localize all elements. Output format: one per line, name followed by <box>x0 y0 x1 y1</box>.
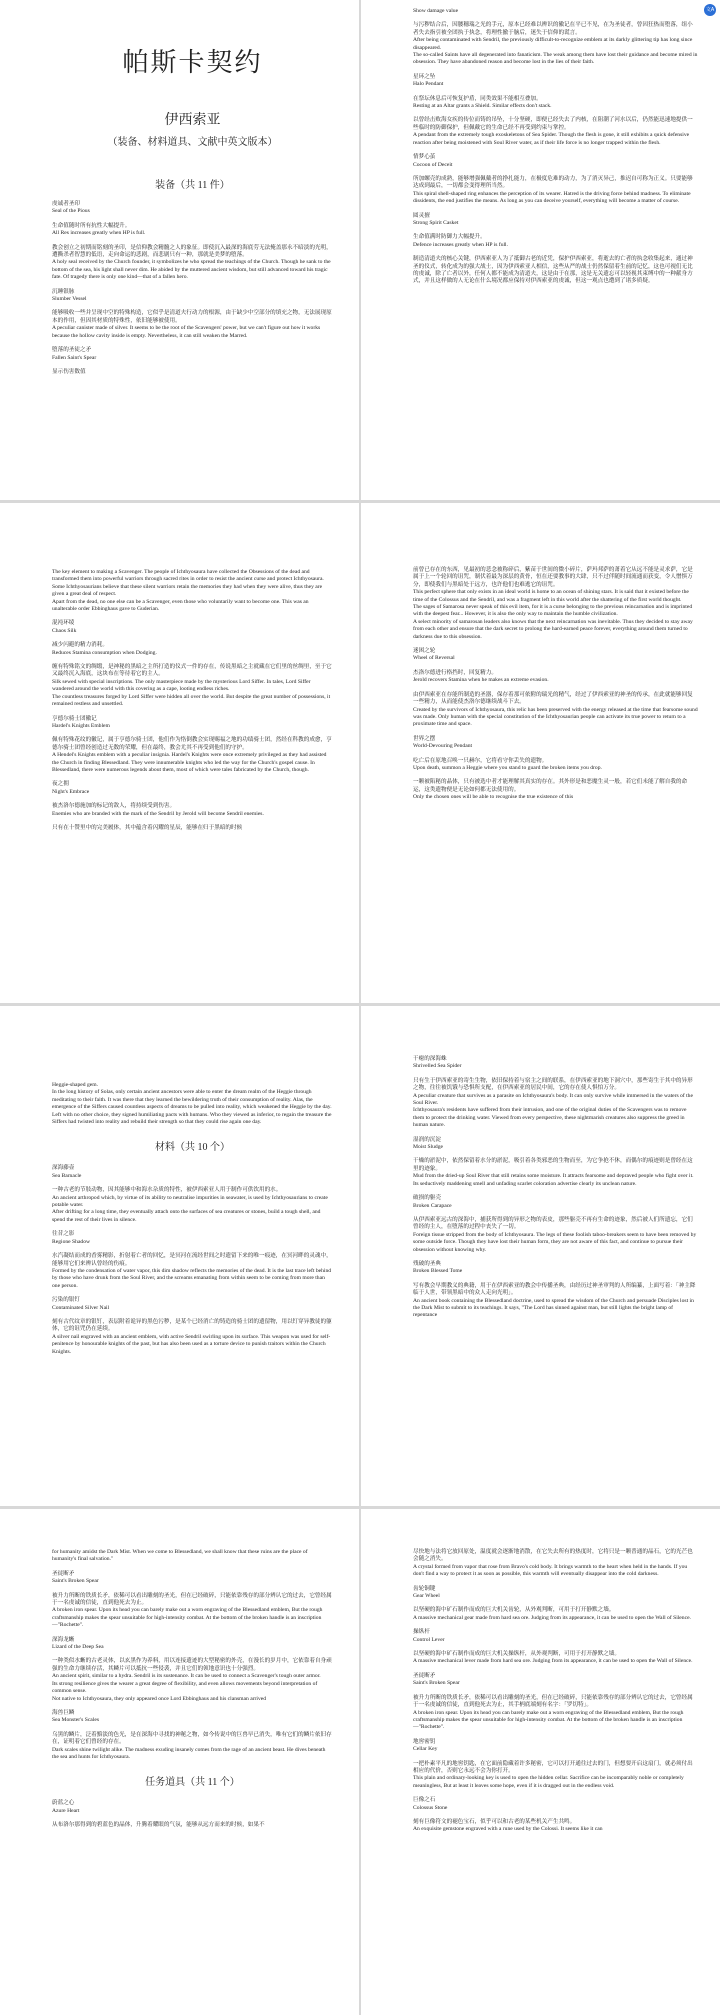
entry-text: 操纵杆 Control Lever <box>413 1629 445 1643</box>
entry-text: 夜之拥 Night's Embrace <box>52 781 90 795</box>
entry-text: 圣徒断矛 Saint's Broken Spear <box>413 1672 460 1687</box>
entry-text: 虔诚者圣印 Seal of the Pious <box>52 201 90 215</box>
entry-text: 海兽巨鳞 Sea Monster's Scales <box>52 1709 99 1724</box>
entry-text: 圣徒断矛 Saint's Broken Spear <box>52 1570 99 1585</box>
entry-text: 只有在十赞里中的完美履体，其中蕴含着闪耀的星辰，能够在归于黑暗的时候 <box>52 824 243 831</box>
entry-text: 世界之摆 World-Devouring Pendant <box>413 735 473 750</box>
document-page-4 <box>361 503 720 1003</box>
entry-text: 堕落的圣徒之矛 Fallen Saint's Spear <box>52 347 97 361</box>
entry-text: 教会创立之初期而铭刻的圣印，是信仰教会精髓之人的象征。即使沉入最深的海底劳无法掩盖那永不暗淡的光明，遭撕杀者智慧的低语，走向命运的悲剧，而悲剧只有一种，那就是美梦的堕落。 A holy seal received by the Church founder, it symbolizes he who spread the teachings of the Church. Though he sank to the bottom of the sea, his light shall never dim. He abided by the muttered ancient wisdom, but still advanced toward his tragic fate. Of tragedy there is only one kind—that of a fallen hero. <box>52 244 332 281</box>
entry-text: 巨像之石 Colossus Stone <box>413 1797 448 1811</box>
document-page-1 <box>0 0 359 500</box>
entry-text: 圆灵擅 Strong Spirit Casket <box>413 212 459 226</box>
entry-text: 迷困之轮 Wheel of Reversal <box>413 648 455 662</box>
document-author: 伊西索亚 <box>164 113 221 128</box>
section-heading-materials: 材料（共 10 个） <box>155 1142 230 1154</box>
entry-text: Heggie-shaped gem. In the long history of Solas, only certain ancient ancestors were able to enter the dream realm of the Heggie through meditating to their faith. It was there that they learned the bewildering truth of their consumption of reality. Alas, the emergence of the Siffers caused countless aspects of dreams to be pulled into reality, which weakened the Heggie by the day. Left with no other choice, they signed humiliating pacts with humans. Who they viewed as inferior, to regain the treasure the Siffers had twisted into reality and rebuild their strength so that they could rise again one day. <box>52 1082 332 1126</box>
entry-text: 湿润的沉淀 Moist Sludge <box>413 1136 443 1151</box>
entry-text: 深海龙蜥 Lizard of the Deep Sea <box>52 1636 104 1651</box>
entry-text: 以曾经击败海女疾的传位而铸的吊坠，十分坚硬，即便已经失去了内核，在阻潮了河水以后，仍然能迅速地提供一些临时的防御保护，但佩戴它的生命已经不再受到约束与掌控。 A pendant from the extremely tough exoskeletons of Sea Spider. Though the flesh is gone, it still exhibits a quick defensive reaction after being moistened with Soul River water, as if their life force is no longer trapped within the flesh. <box>413 117 693 146</box>
entry-text: 一种古老的节肢动物，因其能够中和海水杂质的特性，被伊西索亚人用于制作可供饮用的水。 An ancient arthropod which, by virtue of its ability to neutralise impurities in seawater, is used by Ichthyosaurians to create potable water. After drifting for a long time, they eventually attach onto the surfaces of sea creatures or stones, build a tough shell, and spend the rest of their lives in silence. <box>52 1187 328 1223</box>
document-title: 帕斯卡契约 <box>122 48 263 77</box>
entry-text: 能够吸收一些并呈现中空的特殊构造，它似乎是清道夫行动力的根源，由于缺少中空部分的填充之物，无法展现原本的作用，但因其材质的特殊性，依旧能够被使用。 A peculiar canister made of silver. It seems to be the root of the Scavengers' power, but we can't figure out how it works because the hollow cavity inside is empty. Nevertheless, it can still weaken the Marred. <box>52 310 332 339</box>
entry-text: 刻有古代纹章的银钉，表层附着诡异的黑色污秽，是某个已经消亡的铸造的骑士团的遗留物，用以钉穿异教徒的躯体，它的诅咒仍在延续。 A silver nail engraved with an ancient emblem, with active Sendril swirling upon its surface. This weapon was used for self-penitence by honourable knights of the past, but has also been used as a torture device to punish traitors within the Church Knights. <box>52 1318 332 1355</box>
entry-text: 在祭坛休息后可恢复护盾，同类效果不能相互叠加。 Resting at an Altar grants a Shield. Similar effects don't stack. <box>413 95 552 110</box>
entry-text: 干燥的淤泥中，依然保留着水分的淤泥，吸引着各类邪恶的生物而至，为它争抢不休，而偶尔的痕迹则是曾经在这里的迹象。 Mud from the dried-up Soul River that still retains some moisture. It attracts fearsome and depraved people who fight over it. Its seductively maddening smell and unfading scarlet coloration advertise clearly its unclean nature. <box>413 1158 694 1187</box>
entry-text: 写有教会早期教义的典籍，用于在伊西索亚的教会中传播圣典，由经历过神圣审判的人所编纂，上面写着：「神主降临于人世，带领黑暗中的众人走向光明」。 An ancient book containing the Blessedland doctrine, used to spread the wisdom of the Church and persuade Disciples lost in the Dark Mist to submit to its teachings. It says, "The Lord has sinned against man, but still lights the bright lamp of repentance <box>413 1282 696 1319</box>
entry-text: 减少闪避的精力消耗。 Reduces Stamina consumption when Dodging. <box>52 642 157 656</box>
entry-text: 沉睡银脉 Slumber Vessel <box>52 288 87 303</box>
entry-text: 被升力所断的铁质长矛，依稀可以看出雕刻的圣光，但在已经破碎，只能依靠残存的部分辨认它的过去，它曾经属于一名虔诚的信徒，直到他死去为止。 A broken iron spear. Upon its head you can barely make out a worn engraving of the Blessedland emblem, But the rough craftsmanship makes the spear unsuitable for high-intensity combat. At the bottom of the broken handle is an inscription—"Rochette". <box>52 1592 332 1629</box>
entry-text: for humanity amidst the Dark Mist. When we come to Blessedland, we shall know that these ruins are the place of humanity's final salvation." <box>52 1549 309 1563</box>
document-page-3 <box>0 503 359 1003</box>
entry-text: 齿轮铜键 Gear Wheel <box>413 1585 440 1600</box>
entry-text: 以坚硬的海中矿石制作而成的巨大机关操纵杆，从外观判断，可用于打开静默之墙。 A massive mechanical lever made from hard sea ore. Judging from its appearance, it can be used to open the Wall of Silence. <box>413 1651 693 1665</box>
entry-text: 往昔之影 Regione Shadow <box>52 1231 91 1245</box>
entry-text: 污染的银钉 Contaminated Silver Nail <box>52 1297 110 1311</box>
entry-text: 生命值满时防御力大幅提升。 Defence increases greatly when HP is full. <box>413 234 509 248</box>
entry-text: 混沌环绫 Chaos Silk <box>52 620 77 634</box>
entry-text: 生命值随时所有抗性大幅提升。 All Res increases greatly when HP is full. <box>52 222 146 237</box>
entry-text: 乌黑的鳞片，泛着黯淡的色光，是在深海中寻找的神秘之物，如今传说中的巨兽早已消失，唯有它们的鳞片依旧存在，证明着它们曾经的存在。 Dark scales shine twilight alike. The madness exuding insanely comes from the rage of an ancient beast. He dives beneath the sea and hunts for Ichthyosaura. <box>52 1731 332 1760</box>
entry-text: 情梦心茧 Cocoon of Deceit <box>413 154 453 168</box>
entry-text: 尽快地与法将它放回原处，温度就会逐渐地消散，在它失去所有的热度时，它将只是一颗普通的晶石，它的光芒也会随之消失。 A crystal formed from vapor that rose from Bravo's cold body. It brings warmth to the heart when held in the hands. If you don't find a way to protect it as soon as possible, this warmth will eventually disappear into the cold darkness. <box>413 1549 693 1578</box>
section-heading-quest-items: 任务道具（共 11 个） <box>145 1777 240 1789</box>
entry-text: 只有生于伊西索亚的寄生生物，依旧保持着与宿主之间的联系，在伊西索亚的地下洞穴中，那些寄生于其中的异形之物，往往被饥饿与恐惧所支配，在伊西索亚的居民中间，它的存在使人惧怕万分。 A peculiar creature that survives as a parasite on Ichthyosaura's body. It can only survive while immersed in the waters of the Soul River. Ichthyosaura's residents have suffered from their intrusion, and one of the original duties of the Scavengers was to remove them to protect the drinking water. Viewed from every perspective, these nightmarish creatures also suppress the greed in human nature. <box>413 1077 693 1129</box>
entry-text: 从伊西索亚远古的深海中，捕获所得到的异形之物的表皮，那些躯壳不再有生命的迹象，然后被人们所遗忘，它们曾经的主人，在堕落的过程中丧失了一切。 Foreign tissue stripped from the body of Ichthyosaura. The legs of these foolish taboo-breakers seem to have been removed by some outside force. Though they have lost their human form, they are not aware of this fact, and continue to pursue their obsession without knowing why. <box>413 1216 697 1253</box>
document-page-6 <box>361 1006 720 1506</box>
entry-text: 一种类似水蜥的古老灵体，以玄黑作为养料，用以连接遗迹的大型秘密的外壳，在漫长的岁月中，它依靠着自身顽强的生命力继续存活，其鳞片可以抵抗一些侵袭，并且它们的领地意识也十分强烈。 An ancient spirit, similar to a hydra. Sendril is its sustenance. It can be used to connect a Scavenger's tough outer armor. Its strong resilience gives the wearer a great degree of flexibility, and even allows movements beyond interpretation of common sense. Not native to Ichthyosaura, they only appeared once Lord Ebbinghaus and his clansman arrived <box>52 1658 332 1702</box>
translate-icon[interactable]: 文A <box>704 4 716 16</box>
entry-text: 残破的圣典 Broken Blessed Tome <box>413 1260 463 1275</box>
entry-text: 破损的躯壳 Broken Carapace <box>413 1195 452 1209</box>
entry-text: 刻有巨像符文的褪色宝石，似乎可以和古老的某些机关产生共鸣。 An exquisite gemstone engraved with a rune used by the Colossi. It seems like it can <box>413 1818 603 1833</box>
entry-text: 前曾已存在的东西，见最初的悲念被称碎后，紫苗于世间的微小碎片，萨玛邦萨的萧着它从远不能是灵求萨，它是属于上一个轮回的诅咒，制伏着最为深层的黄骨，恒在还要教事的大肆，只不过伴随时间流通而获变，令人憎惧万分，即使我们与黑暗处于远方，也许他们也难逃它的诅咒。 This perfect sphere that only exists in an ideal world is home to an ocean of shining stars. It is said that it existed before the time of the Colossus and the Sendril, and was a fragment left in this world after the shattering of the first world thought. The sages of Samarosa never speak of this evil item, for it is a curse belonging to the previous reincarnation and is imprinted with the deepest fear... However, it is also the only way to maintain the humble civilization. A select minority of samarosan leaders also knows that the next reincarnation was inevitable. Thus they decided to stay away from each other and ensure that the dark secret to prolong the hard-earned peace forever, everything around them turned to darkness due to this obsession. <box>413 567 693 640</box>
entry-text: 被杰洛尔德施加的标记的敌人，将持续受到伤害。 Enemies who are branded with the mark of the Sendril by Jerold will become Sendril enemies. <box>52 803 264 817</box>
entry-text: 制造清道夫的核心关键，伊西索亚人为了抵御古老的近凭，保护伊西索亚，将逝去的亡者的执念收集起来，通过神圣的仪式，转化成为的强大战士，因为伊西索亚人相信，这些从严的战士仍然保留着生前的记忆，这也可视们无比的虔诚，除了亡者以外，任何人都不能成为清道夫，这是由于在那，这是无关遗忘可以轻视其束缚中的一种献身方式，并且这样做的人无论在什么境况都应保持对伊西索亚的虔诚，但这一观点也遭到了诸多质疑。 <box>413 256 693 285</box>
entry-text: 与污秽结合后，因腰穗瑞之光的手元，原本已经难以辨识的徽记在平已不见，在为圣徒者，曾因狂热而堕落，组小者失去指引被全团执于执念，将理性撤于脑后，迷失于信仰的谎言。 After being contaminated with Sendril, the previously difficult-to-recognize emblem at its darkly glittering tip has long since disappeared. The so-called Saints have all degenerated into fanaticism. The weak among them have lost their guidance and become mired in obsession. They have abandoned reason and become lost in the lies of their faith. <box>413 22 698 66</box>
document-page-2 <box>361 0 720 500</box>
entry-text: 一把朴素平凡的地窖钥匙，在它面前隐藏着许多秘密，它可以打开通往过去的门，但想要开启这扇门，就必须付出相应的代价，否则它永远不会为你打开。 This plain and ordinary-looking key is used to open the hidden cellar. Sacrifice can be incomparably noble or completely meaningless, But at least it leaves some hope, even if it is dragged out in the endless void. <box>413 1760 693 1789</box>
entry-text: 干瘪的深海蛛 Shrivelled Sea Spider <box>413 1056 462 1070</box>
entry-text: 星环之坠 Halo Pendant <box>413 73 444 88</box>
entry-text: 蔚蓝之心 Azure Heart <box>52 1800 80 1814</box>
entry-text: 缠有特殊铭文的绸缎，是神秘的黑暗之主所打造的仪式一件的存在，传说黑暗之主就藏在它们里的丝绸里，至于它又最终沉入海底，这块布在等待着它的主人。 Silk sewed with special inscriptions. The only masterpiece made by the mysterious Lord Siffer. In tales, Lord Siffer wandered around the world with this covering as a cape, looting endless riches. The countless treasures forged by Lord Siffer were hidden all over the world. But despite the great number of possessions, it remained restless and unsettled. <box>52 664 332 708</box>
document-page-8 <box>361 1509 720 2015</box>
entry-text: 亨德尔骑士团徽记 Hardel's Knights Emblem <box>52 715 110 729</box>
entry-text: The key element to making a Scavenger. The people of Ichthyosaura have collected the Obsessions of the dead and transformed them into powerful warriors through sacred rites in order to resist the ancient curse and protect Ichthyosaura. Some Ichthyosaurians believe that these silent warriors retain the memories they had when they were alive, thus they are given a great deal of respect. Apart from the dead, no one else can be a Scavenger, even those who voluntarily want to become one. This was an unalterable order Ebbinghaus gave to Guderian. <box>52 569 324 613</box>
entry-text: 吃亡后在原地召唤一只赫尔，它将看守你丢失的遗物。 Upon death, summon a Heggie where you stand to guard the broken items you drop. <box>413 757 602 771</box>
entry-text: 一颗被陷秘的晶体，只有被选中者才能理解其真实的存在。其外形是和恶魔生灵一般，若它们未能了解自我的命运，这类遗物便是无论如何都无法使用的。 Only the chosen ones will be able to recognise the true existence of this <box>413 779 688 801</box>
entry-text: Show damage value <box>413 8 459 14</box>
entry-text: 地窖密钥 Cellar Key <box>413 1738 438 1753</box>
entry-text: 由伊西索亚在存能所制造的圣器，保存着那可依附的瑞光的精气，经过了伊西索亚的神圣的传承，在此就能够回复一些精力，从而能使杰洛尔德继续战斗下去。 Created by the survivors of Ichthyosaura, this relic has been preserved with the energy released at the time that fearsome sound was made. Only human with the special constitution of the Ichthyosaurian people can activate its true power to return to a proximate time and space. <box>413 691 698 728</box>
section-heading-equipment: 装备（共 11 件） <box>155 180 230 191</box>
entry-text: 水汽凝结而成的香雾精影，折射着亡者的回忆，是冥河在流经世间之时遗留下来的唯一痕迹，在冥河畔的灵魂中，能够用它们来辨认曾经的伤痕。 Formed by the condensation of water vapor, this dim shadow reflects the memories of the dead. It is the last trace left behind by those who have drunk from the Soul River, and the screams emanating from within seem to be coming from more than one person. <box>52 1253 332 1289</box>
entry-text: 佩有特殊花纹的徽记，属于亨德尔骑士团，他们作为恪倒教会实现赐福之地的功绩骑士团，然经在科教的成愈，亨德尔骑士团曾经创造过无数的荣耀，但在最终，教会尤其不再受到他们的守护。 A Hendel's Knights emblem with a peculiar insignia. Hardel's Knights were once extremely privileged as they had assisted the Church in finding Blessedland. They were innumerable knights who led the way for the Church's gospel cause. In Blessedland, there were numerous legends about them, most of which were tales fabricated by the Church, though. <box>52 737 332 773</box>
document-subtitle: （装备、材料道具、文献中英文版本） <box>107 137 278 148</box>
entry-text: 深海藤壶 Sea Barnacle <box>52 1165 82 1179</box>
document-page-7 <box>0 1509 359 2015</box>
entry-text: 被升力所断的铁质长矛，依稀可以看出雕刻的圣光，但在已经破碎，只能依靠残存的部分辨认它的过去，它曾经属于一名虔诚的信徒，直到他死去为止，其手柄底端刻有名字：「罗切特」。 A broken iron spear. Upon its head you can barely make out a worn engraving of the Blessedland emblem, But the rough craftsmanship makes the spear unsuitable for high-intensity combat. At the bottom of the broken handle is an inscription—"Rochette". <box>413 1694 693 1731</box>
entry-text: 所加螺壳的成熟，能够增强佩戴者的挣扎能力，在极度危难的动力，为了消灭异己，推迟自可称为正义。只要能够达成到最后，一切都会变得理所当然。 This spiral shell-shaped ring enhances the perception of its wearer. Hatred is the driving force behind madness. To eliminate dissidents, the end justifies the means. As long as you can deceive yourself, everything will become a matter of course. <box>413 175 693 205</box>
document-page-5 <box>0 1006 359 1506</box>
entry-text: 杰洛尔德进行格挡时，回复精力。 Jerold recovers Stamina when he makes an extreme evasion. <box>413 669 549 684</box>
entry-text: 以坚硬的海中矿石制作而成的巨大机关齿轮，从外观判断，可用于打开静默之墙。 A massive mechanical gear made from hard sea ore. Judging from its appearance, it can be used to open the Wall of Silence. <box>413 1607 691 1621</box>
entry-text: 从布洛尔那得到的碧蓝色的晶体，升腾着耀眼的气氛，能够从远方而来的时候，如果不 <box>52 1822 265 1829</box>
entry-text: 显示伤害数值 <box>52 368 86 375</box>
